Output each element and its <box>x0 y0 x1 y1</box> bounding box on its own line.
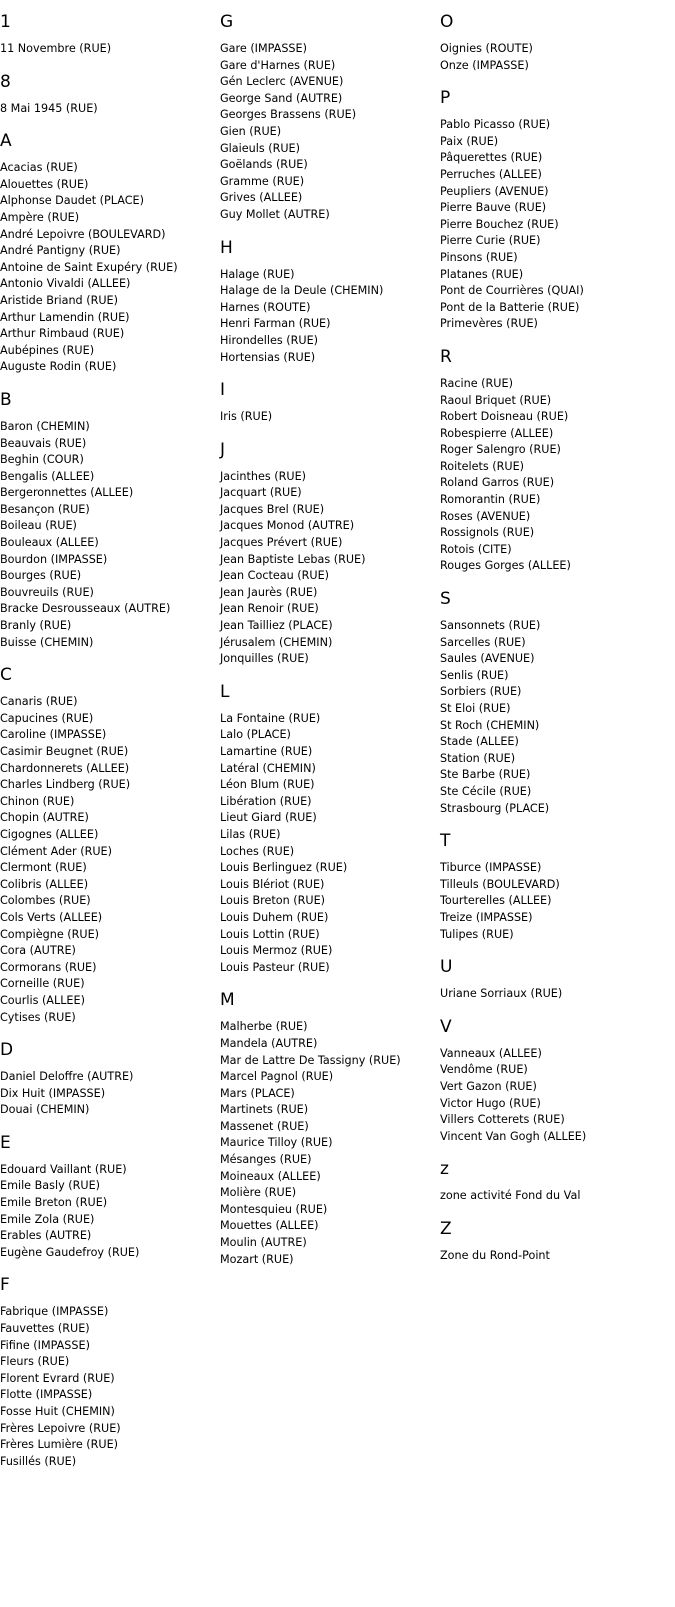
letter-section <box>0 12 218 58</box>
letter-section <box>220 990 438 1268</box>
street-item: Saules (AVENUE) <box>440 652 535 666</box>
street-item: Frères Lepoivre (RUE) <box>0 1421 121 1435</box>
street-item: Florent Evrard (RUE) <box>0 1371 115 1385</box>
street-item: Massenet (RUE) <box>220 1119 309 1133</box>
letter-section <box>440 1017 675 1146</box>
street-item: Jean Cocteau (RUE) <box>220 569 330 583</box>
street-item: Arthur Rimbaud (RUE) <box>0 327 125 341</box>
street-item: André Lepoivre (BOULEVARD) <box>0 227 166 241</box>
street-item: Fabrique (IMPASSE) <box>0 1305 109 1319</box>
street-item: 11 Novembre (RUE) <box>0 42 112 55</box>
street-item: Fusillés (RUE) <box>0 1454 77 1468</box>
street-item: Gramme (RUE) <box>220 174 305 188</box>
letter-section <box>0 131 218 376</box>
section-letter-heading: Z <box>440 1218 452 1239</box>
street-item: Ste Barbe (RUE) <box>440 768 531 782</box>
street-item: Senlis (RUE) <box>440 668 509 682</box>
street-item: Mandela (AUTRE) <box>220 1036 318 1050</box>
street-item: Harnes (ROUTE) <box>220 300 311 314</box>
street-item: Bouvreuils (RUE) <box>0 585 94 599</box>
letter-section <box>220 440 438 668</box>
street-item: Beauvais (RUE) <box>0 436 87 450</box>
letter-section <box>440 831 675 943</box>
street-list <box>440 618 675 817</box>
section-letter-heading: 1 <box>0 12 11 32</box>
letter-section <box>440 88 675 333</box>
street-item: Branly (RUE) <box>0 619 72 633</box>
street-item: Jean Tailliez (PLACE) <box>220 619 333 633</box>
street-item: Emile Breton (RUE) <box>0 1196 108 1210</box>
street-item: Bracke Desrousseaux (AUTRE) <box>0 602 171 616</box>
street-item: Hirondelles (RUE) <box>220 333 319 347</box>
street-item: Stade (ALLEE) <box>440 735 519 749</box>
street-item: Pierre Bouchez (RUE) <box>440 217 559 231</box>
street-item: Moineaux (ALLEE) <box>220 1169 321 1183</box>
street-item: Libération (RUE) <box>220 794 312 808</box>
street-item: George Sand (AUTRE) <box>220 91 343 105</box>
street-item: Treize (IMPASSE) <box>440 910 533 924</box>
street-item: Aubépines (RUE) <box>0 343 95 357</box>
street-item: Eugène Gaudefroy (RUE) <box>0 1245 140 1259</box>
letter-section <box>440 347 675 575</box>
street-item: Cols Verts (ALLEE) <box>0 910 103 924</box>
street-item: Vanneaux (ALLEE) <box>440 1046 542 1060</box>
street-item: Ampère (RUE) <box>0 210 80 224</box>
street-item: Jacques Monod (AUTRE) <box>220 519 355 533</box>
section-letter-heading: L <box>220 681 230 702</box>
street-item: Compiègne (RUE) <box>0 927 100 941</box>
letter-section <box>0 72 218 118</box>
street-item: Sarcelles (RUE) <box>440 635 526 649</box>
street-item: St Roch (CHEMIN) <box>440 718 540 732</box>
street-list <box>440 986 675 1003</box>
street-item: Bouleaux (ALLEE) <box>0 536 99 550</box>
letter-section <box>220 682 438 977</box>
street-item: Jacquart (RUE) <box>220 486 302 500</box>
street-item: Clermont (RUE) <box>0 861 87 875</box>
street-item: Caroline (IMPASSE) <box>0 728 107 742</box>
street-item: Tulipes (RUE) <box>440 927 514 941</box>
section-letter-heading: U <box>440 957 453 978</box>
street-list <box>220 1019 438 1268</box>
street-item: Rotois (CITE) <box>440 542 512 556</box>
street-item: Jean Renoir (RUE) <box>220 602 319 616</box>
section-letter-heading: P <box>440 88 451 109</box>
street-item: Bourdon (IMPASSE) <box>0 552 108 566</box>
letter-section <box>0 1275 218 1470</box>
street-item: Boileau (RUE) <box>0 519 77 533</box>
street-item: Hortensias (RUE) <box>220 350 316 364</box>
street-item: Gare (IMPASSE) <box>220 42 307 55</box>
street-list <box>220 711 438 977</box>
section-letter-heading: O <box>440 12 454 32</box>
street-item: Chopin (AUTRE) <box>0 811 89 825</box>
street-item: Louis Duhem (RUE) <box>220 910 329 924</box>
street-item: Charles Lindberg (RUE) <box>0 778 131 792</box>
section-letter-heading: M <box>220 990 235 1011</box>
street-item: Roger Salengro (RUE) <box>440 443 561 457</box>
street-list <box>440 41 675 74</box>
street-item: Bourges (RUE) <box>0 569 82 583</box>
street-item: Flotte (IMPASSE) <box>0 1388 93 1402</box>
street-item: Pablo Picasso (RUE) <box>440 118 551 132</box>
street-item: Douai (CHEMIN) <box>0 1103 90 1117</box>
street-item: Racine (RUE) <box>440 376 513 390</box>
street-item: Arthur Lamendin (RUE) <box>0 310 130 324</box>
street-item: Gare d'Harnes (RUE) <box>220 58 336 72</box>
street-item: Uriane Sorriaux (RUE) <box>440 987 563 1001</box>
street-item: Robert Doisneau (RUE) <box>440 410 569 424</box>
street-item: St Eloi (RUE) <box>440 702 511 715</box>
street-item: Louis Blériot (RUE) <box>220 877 325 891</box>
street-item: Raoul Briquet (RUE) <box>440 393 552 407</box>
street-item: Sorbiers (RUE) <box>440 685 522 699</box>
street-item: Pierre Curie (RUE) <box>440 234 541 248</box>
street-item: Fleurs (RUE) <box>0 1355 70 1369</box>
street-item: Roitelets (RUE) <box>440 459 525 473</box>
street-item: La Fontaine (RUE) <box>220 711 321 725</box>
street-item: Henri Farman (RUE) <box>220 317 331 331</box>
street-item: Ste Cécile (RUE) <box>440 784 532 798</box>
section-letter-heading: D <box>0 1040 14 1061</box>
street-item: Halage de la Deule (CHEMIN) <box>220 284 384 298</box>
street-item: Tiburce (IMPASSE) <box>440 861 542 875</box>
street-item: Antoine de Saint Exupéry (RUE) <box>0 260 178 274</box>
street-item: Guy Mollet (AUTRE) <box>220 207 330 221</box>
letter-section <box>0 665 218 1026</box>
street-item: Pinsons (RUE) <box>440 250 518 264</box>
street-item: Fosse Huit (CHEMIN) <box>0 1405 115 1418</box>
street-list <box>220 267 438 367</box>
street-item: Roland Garros (RUE) <box>440 476 555 490</box>
street-item: Oignies (ROUTE) <box>440 42 533 55</box>
street-item: Mésanges (RUE) <box>220 1153 312 1167</box>
street-item: Canaris (RUE) <box>0 695 78 709</box>
street-list <box>440 860 675 943</box>
street-item: Martinets (RUE) <box>220 1103 309 1117</box>
street-list <box>0 41 218 58</box>
section-letter-heading: H <box>220 237 233 258</box>
street-item: André Pantigny (RUE) <box>0 244 121 258</box>
section-letter-heading: I <box>220 380 226 401</box>
street-item: Vincent Van Gogh (ALLEE) <box>440 1129 587 1143</box>
section-letter-heading: z <box>440 1159 449 1180</box>
street-item: Lamartine (RUE) <box>220 745 313 758</box>
letter-section <box>440 12 675 74</box>
street-item: Chinon (RUE) <box>0 794 75 808</box>
street-item: Romorantin (RUE) <box>440 493 541 507</box>
street-item: Colibris (ALLEE) <box>0 877 89 891</box>
street-list <box>0 694 218 1026</box>
street-item: Glaieuls (RUE) <box>220 141 300 155</box>
street-item: Jean Jaurès (RUE) <box>220 585 318 599</box>
street-item: Alouettes (RUE) <box>0 177 89 191</box>
street-item: Platanes (RUE) <box>440 267 524 281</box>
street-item: Rouges Gorges (ALLEE) <box>440 559 571 573</box>
street-item: Lilas (RUE) <box>220 827 281 841</box>
street-item: Robespierre (ALLEE) <box>440 426 554 440</box>
street-item: Mars (PLACE) <box>220 1086 295 1100</box>
street-item: Buisse (CHEMIN) <box>0 635 94 649</box>
street-list <box>0 419 218 651</box>
street-item: Latéral (CHEMIN) <box>220 761 316 775</box>
street-item: Clément Ader (RUE) <box>0 844 112 858</box>
street-item: Tilleuls (BOULEVARD) <box>440 877 560 891</box>
street-list <box>220 469 438 668</box>
street-item: Grives (ALLEE) <box>220 191 303 205</box>
street-item: Aristide Briand (RUE) <box>0 293 118 307</box>
street-item: Jérusalem (CHEMIN) <box>220 635 333 649</box>
index-column-1 <box>0 0 218 1484</box>
street-item: Rossignols (RUE) <box>440 526 535 540</box>
street-item: Villers Cotterets (RUE) <box>440 1113 565 1127</box>
street-item: Molière (RUE) <box>220 1186 297 1200</box>
section-letter-heading: E <box>0 1132 11 1153</box>
street-item: Dix Huit (IMPASSE) <box>0 1086 106 1100</box>
section-letter-heading: V <box>440 1016 452 1037</box>
street-list <box>0 1304 218 1470</box>
street-item: Malherbe (RUE) <box>220 1020 308 1034</box>
section-letter-heading: T <box>440 831 451 852</box>
street-list <box>220 41 438 224</box>
street-item: Louis Berlinguez (RUE) <box>220 861 348 875</box>
street-item: Pont de la Batterie (RUE) <box>440 300 580 314</box>
street-list <box>0 160 218 376</box>
street-item: Montesquieu (RUE) <box>220 1202 328 1216</box>
street-item: Mar de Lattre De Tassigny (RUE) <box>220 1053 401 1067</box>
street-item: Lieut Giard (RUE) <box>220 811 317 825</box>
street-item: Marcel Pagnol (RUE) <box>220 1070 334 1084</box>
street-item: Emile Basly (RUE) <box>0 1179 101 1193</box>
letter-section <box>440 1219 675 1265</box>
street-item: Paix (RUE) <box>440 134 499 148</box>
street-item: Auguste Rodin (RUE) <box>0 360 117 374</box>
street-item: Antonio Vivaldi (ALLEE) <box>0 277 131 291</box>
street-item: Perruches (ALLEE) <box>440 167 542 181</box>
street-item: Emile Zola (RUE) <box>0 1212 95 1226</box>
street-item: Louis Pasteur (RUE) <box>220 960 330 974</box>
street-list <box>0 101 218 118</box>
street-list <box>440 1188 675 1205</box>
street-item: Vendôme (RUE) <box>440 1063 528 1077</box>
street-item: Besançon (RUE) <box>0 502 90 516</box>
section-letter-heading: F <box>0 1275 10 1296</box>
street-list <box>0 1162 218 1262</box>
street-item: Fauvettes (RUE) <box>0 1322 90 1336</box>
street-item: Capucines (RUE) <box>0 711 94 725</box>
street-item: Courlis (ALLEE) <box>0 993 85 1007</box>
section-letter-heading: B <box>0 389 12 410</box>
section-letter-heading: R <box>440 346 452 367</box>
street-item: Louis Lottin (RUE) <box>220 927 320 941</box>
street-item: Gien (RUE) <box>220 124 282 138</box>
street-item: Gén Leclerc (AVENUE) <box>220 75 344 89</box>
street-item: Strasbourg (PLACE) <box>440 801 550 815</box>
letter-section <box>0 390 218 651</box>
street-item: Pâquerettes (RUE) <box>440 151 543 165</box>
street-item: Iris (RUE) <box>220 410 273 424</box>
street-item: Pierre Bauve (RUE) <box>440 201 547 215</box>
street-item: Halage (RUE) <box>220 267 295 281</box>
section-letter-heading: G <box>220 12 234 32</box>
letter-section <box>440 1159 675 1205</box>
letter-section <box>440 589 675 817</box>
street-item: Edouard Vaillant (RUE) <box>0 1162 127 1176</box>
street-item: Pont de Courrières (QUAI) <box>440 284 584 298</box>
street-item: Onze (IMPASSE) <box>440 58 529 72</box>
street-item: Baron (CHEMIN) <box>0 419 90 433</box>
letter-section <box>220 380 438 426</box>
street-item: Lalo (PLACE) <box>220 728 291 742</box>
street-item: Frères Lumière (RUE) <box>0 1438 119 1452</box>
street-item: Sansonnets (RUE) <box>440 619 541 633</box>
street-item: Zone du Rond-Point <box>440 1248 550 1262</box>
street-list <box>440 1046 675 1146</box>
section-letter-heading: C <box>0 665 12 686</box>
street-item: Bergeronnettes (ALLEE) <box>0 486 134 500</box>
street-item: Moulin (AUTRE) <box>220 1236 307 1250</box>
street-item: Roses (AVENUE) <box>440 509 531 523</box>
street-list <box>220 409 438 426</box>
street-list <box>440 1248 675 1265</box>
letter-section <box>220 12 438 224</box>
street-item: Station (RUE) <box>440 751 516 765</box>
street-item: zone activité Fond du Val <box>440 1189 581 1203</box>
street-item: Léon Blum (RUE) <box>220 778 315 792</box>
street-item: Alphonse Daudet (PLACE) <box>0 194 144 208</box>
street-item: Peupliers (AVENUE) <box>440 184 549 198</box>
street-item: Cigognes (ALLEE) <box>0 827 99 841</box>
section-letter-heading: S <box>440 589 451 610</box>
street-item: Louis Breton (RUE) <box>220 894 326 908</box>
street-list <box>0 1069 218 1119</box>
section-letter-heading: A <box>0 131 12 152</box>
letter-section <box>440 957 675 1003</box>
index-column-3 <box>440 0 675 1278</box>
section-letter-heading: J <box>220 439 226 460</box>
street-item: Jacques Prévert (RUE) <box>220 536 343 550</box>
street-item: Cora (AUTRE) <box>0 944 76 958</box>
street-list <box>440 117 675 333</box>
street-item: Goëlands (RUE) <box>220 158 308 172</box>
section-letter-heading: 8 <box>0 71 11 92</box>
street-item: Georges Brassens (RUE) <box>220 108 357 122</box>
street-item: Erables (AUTRE) <box>0 1229 92 1243</box>
street-item: Colombes (RUE) <box>0 894 91 908</box>
street-item: Cytises (RUE) <box>0 1010 76 1024</box>
street-item: Corneille (RUE) <box>0 977 85 991</box>
letter-section <box>0 1133 218 1262</box>
street-item: Jean Baptiste Lebas (RUE) <box>220 552 366 566</box>
street-item: Jonquilles (RUE) <box>220 652 309 666</box>
street-item: Daniel Deloffre (AUTRE) <box>0 1070 134 1084</box>
street-item: Beghin (COUR) <box>0 453 84 467</box>
street-item: Bengalis (ALLEE) <box>0 469 95 483</box>
street-item: Vert Gazon (RUE) <box>440 1079 537 1093</box>
street-item: Louis Mermoz (RUE) <box>220 944 333 958</box>
street-item: Jacinthes (RUE) <box>220 469 307 483</box>
street-item: Tourterelles (ALLEE) <box>440 894 552 908</box>
street-item: Acacias (RUE) <box>0 161 78 175</box>
street-item: Jacques Brel (RUE) <box>220 502 325 516</box>
street-item: Fifine (IMPASSE) <box>0 1338 90 1352</box>
street-item: 8 Mai 1945 (RUE) <box>0 101 98 115</box>
street-item: Primevères (RUE) <box>440 317 538 331</box>
letter-section <box>220 238 438 367</box>
street-item: Loches (RUE) <box>220 844 295 858</box>
street-item: Victor Hugo (RUE) <box>440 1096 541 1110</box>
street-item: Mouettes (ALLEE) <box>220 1219 319 1233</box>
street-item: Mozart (RUE) <box>220 1252 294 1266</box>
street-list <box>440 376 675 575</box>
street-item: Casimir Beugnet (RUE) <box>0 745 129 758</box>
index-column-2 <box>220 0 438 1282</box>
street-item: Maurice Tilloy (RUE) <box>220 1136 333 1150</box>
street-item: Cormorans (RUE) <box>0 960 97 974</box>
letter-section <box>0 1040 218 1119</box>
street-item: Chardonnerets (ALLEE) <box>0 761 130 775</box>
